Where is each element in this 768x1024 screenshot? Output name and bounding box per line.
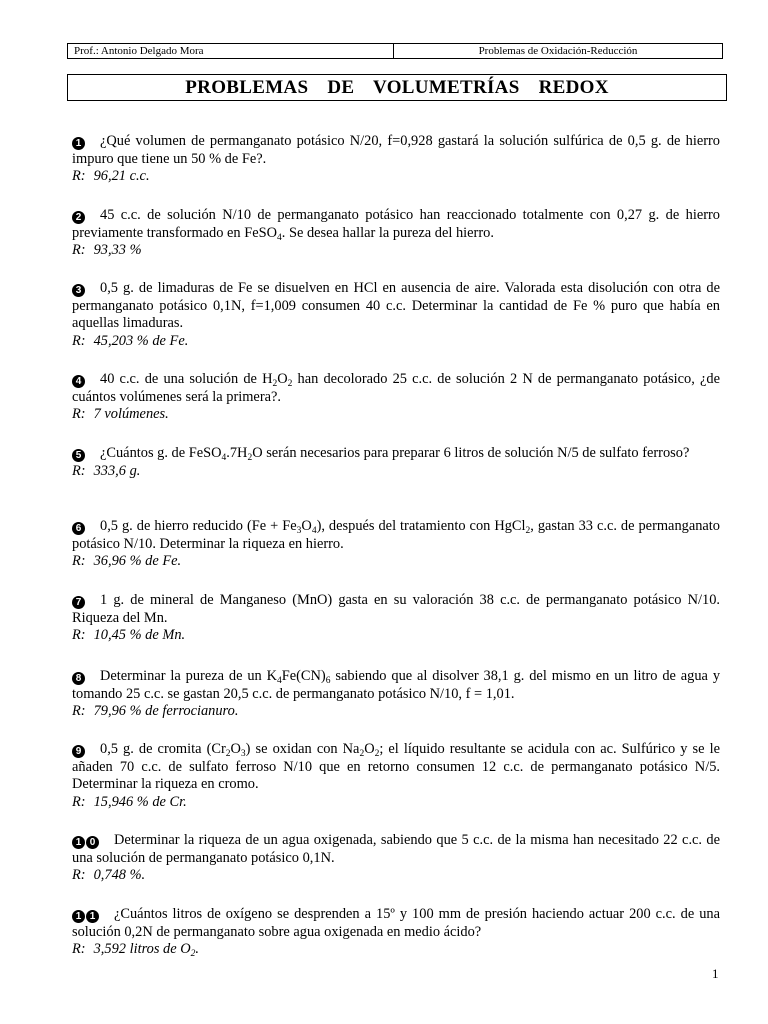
problem-answer: R: 333,6 g. bbox=[72, 462, 141, 479]
problem-statement: 6 0,5 g. de hierro reducido $(Fe + Fe_3O_4)$, después del tratamiento con HgCl$_2$, gastan 33 c.c. de permanganato potásico N/10. Determinar la riqueza en hierro. bbox=[72, 518, 720, 552]
problem-answer: R: 96,21 c.c. bbox=[72, 168, 150, 184]
problem-2 bbox=[72, 207, 720, 260]
problem-1 bbox=[72, 133, 720, 186]
problem-answer: R: 93,33 % bbox=[72, 242, 142, 258]
problem-number-badge: 9 bbox=[72, 745, 86, 758]
problem-3 bbox=[72, 280, 720, 350]
problem-statement: 1 0 Determinar la riqueza de un agua oxigenada, sabiendo que 5 c.c. de la misma han necesitado 22 c.c. de una solución de permanganato potásico 0,1N. bbox=[72, 832, 720, 866]
problem-statement: 3 0,5 g. de limaduras de Fe se disuelven en HCl en ausencia de aire. Valorada esta disolución con otra de permanganato potásico 0,1N, f=1,009 consumen 40 c.c. Determinar la cantidad de Fe % puro que había en aquellas limaduras. bbox=[72, 280, 720, 331]
problem-number-badge: 8 bbox=[72, 672, 86, 685]
header-author: Prof.: Antonio Delgado Mora bbox=[68, 44, 394, 58]
problem-answer: R: 15,946 % de Cr. bbox=[72, 793, 187, 810]
problem-number-badge: 1 0 bbox=[72, 836, 100, 849]
problem-statement: 8 Determinar la pureza de un $K_4Fe(CN)_6$ sabiendo que al disolver 38,1 g. del mismo en un litro de agua y tomando 25 c.c. se gastan 20,5 c.c. de permanganato potásico N/10, f = 1,01. bbox=[72, 668, 721, 702]
problem-5 bbox=[72, 445, 720, 480]
problem-answer: R: 3,592 litros de $O_2$. bbox=[72, 941, 199, 959]
problem-number-badge: 1 bbox=[72, 137, 86, 150]
answer-11-text: 3,592 litros de $O_2$. bbox=[93, 941, 199, 959]
problem-answer: R: 45,203 % de Fe. bbox=[72, 332, 189, 349]
problem-statement: 7 1 g. de mineral de Manganeso (MnO) gasta en su valoración 38 c.c. de permanganato potásico N/10. Riqueza del Mn. bbox=[72, 592, 720, 626]
problem-number-badge: 4 bbox=[72, 375, 86, 388]
problem-7 bbox=[72, 592, 720, 645]
problem-4 bbox=[72, 371, 720, 424]
problem-statement: 2 45 c.c. de solución N/10 de permanganato potásico han reaccionado totalmente con 0,27 g. de hierro previamente transformado en FeSO$_4$. Se desea hallar la pureza del hierro. bbox=[72, 207, 720, 243]
problem-number-badge: 3 bbox=[72, 284, 86, 297]
problem-8 bbox=[72, 668, 720, 721]
problem-11 bbox=[72, 906, 720, 959]
problem-answer: R: 10,45 % de Mn. bbox=[72, 627, 186, 643]
problem-answer: R: 0,748 %. bbox=[72, 867, 146, 883]
problem-number-badge: 5 bbox=[72, 449, 86, 462]
problem-answer: R: 7 volúmenes. bbox=[72, 406, 169, 422]
problem-number-badge: 6 bbox=[72, 522, 86, 535]
problem-number-badge: 7 bbox=[72, 596, 86, 609]
page-title: PROBLEMAS DE VOLUMETRÍAS REDOX bbox=[67, 74, 727, 101]
problem-10 bbox=[72, 832, 720, 885]
problem-9 bbox=[72, 741, 720, 811]
page-number: 1 bbox=[712, 966, 719, 981]
problem-statement: 1 ¿Qué volumen de permanganato potásico N/20, f=0,928 gastará la solución sulfúrica de 0,5 g. de hierro impuro que tiene un 50 % de Fe?. bbox=[72, 133, 720, 167]
problem-statement: 9 0,5 g. de cromita $(Cr_2O_3)$ se oxidan con $Na_2O_2$; el líquido resultante se acidula con ac. Sulfúrico y se le añaden 70 c.c. de sulfato ferroso N/10 que en retorno consumen 12 c.c. de permanganato potásico N/5. Determinar la riqueza en cromo. bbox=[72, 741, 720, 792]
problem-statement: 1 1 ¿Cuántos litros de oxígeno se desprenden a 15º y 100 mm de presión haciendo actuar 200 c.c. de una solución 0,2N de permanganato sobre agua oxigenada en medio ácido? bbox=[72, 906, 720, 940]
problem-statement: 4 40 c.c. de una solución de $H_2O_2$ han decolorado 25 c.c. de solución 2 N de permanganato potásico, ¿de cuántos volúmenes será la primera?. bbox=[72, 371, 720, 405]
problem-statement: 5 ¿Cuántos g. de $FeSO_4.7H_2O$ serán necesarios para preparar 6 litros de solución N/5 de sulfato ferroso? bbox=[72, 445, 720, 463]
header-subject: Problemas de Oxidación-Reducción bbox=[478, 45, 638, 57]
problem-number-badge: 1 1 bbox=[72, 910, 100, 923]
problem-answer: R: 36,96 % de Fe. bbox=[72, 553, 182, 569]
problem-6 bbox=[72, 518, 720, 571]
problem-answer: R: 79,96 % de ferrocianuro. bbox=[72, 703, 239, 719]
problem-number-badge: 2 bbox=[72, 211, 86, 224]
page-header bbox=[67, 43, 723, 59]
